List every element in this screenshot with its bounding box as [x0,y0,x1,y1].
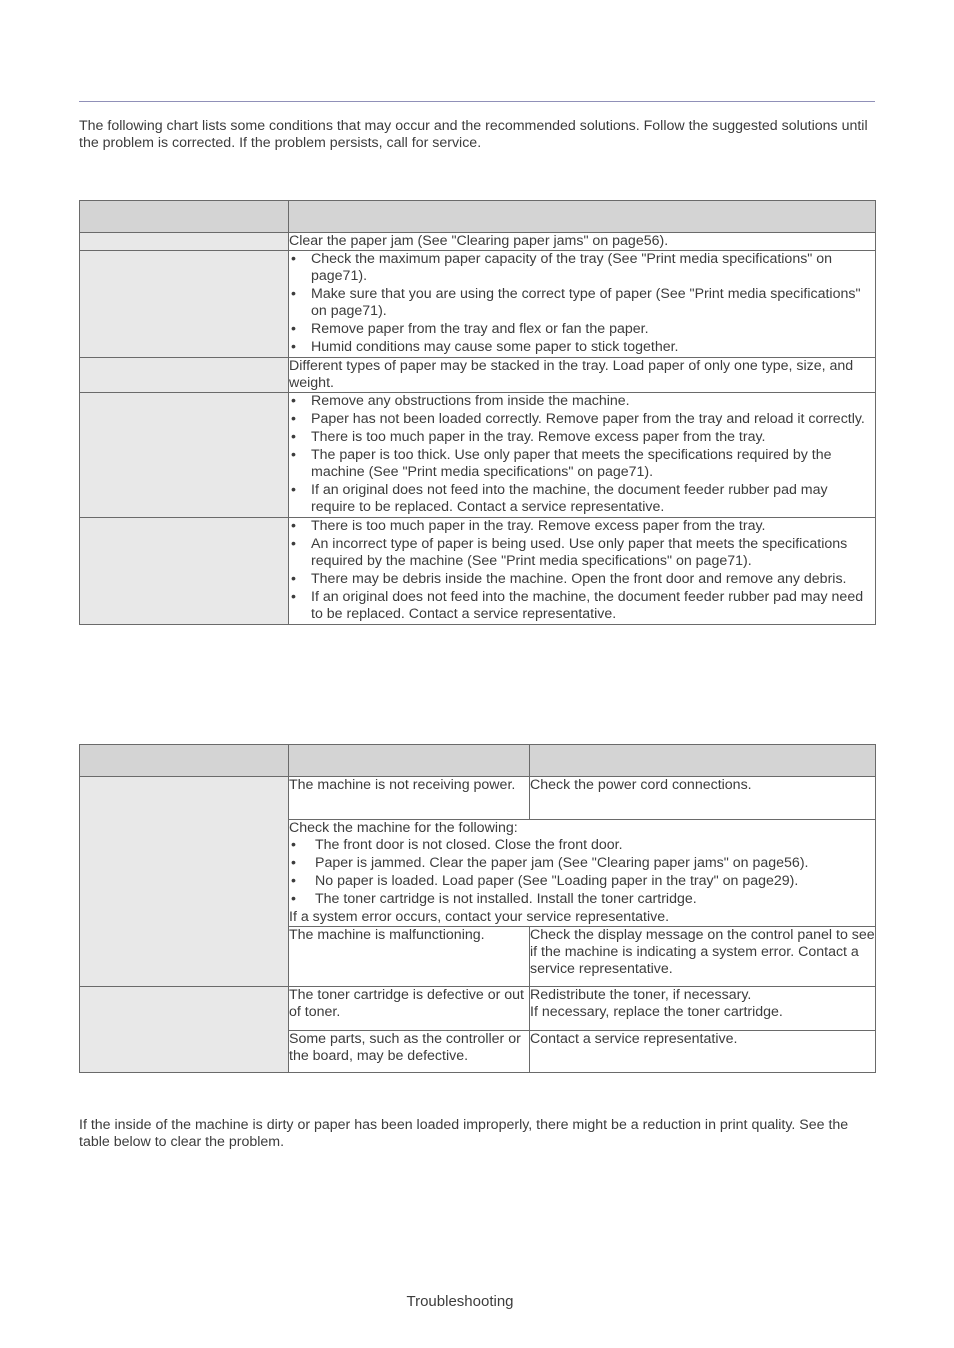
table-row [80,987,876,1031]
paper-feeding-table [79,200,876,625]
table-row [80,393,876,518]
condition-cell [80,777,289,987]
condition-cell [80,233,289,251]
solution-cell [289,393,876,518]
list-item: • There may be debris inside the machine. Open the front door and remove any debris. [289,571,875,588]
checklist-lead: Check the machine for the following: [289,820,518,836]
solution-cell: Check the power cord connections. [530,777,876,820]
list-item: • Check the maximum paper capacity of the tray (See "Print media specifications" on page71). [289,251,875,285]
header-rule [79,101,875,102]
list-item: • The front door is not closed. Close the front door. [289,837,875,854]
list-item: • The paper is too thick. Use only paper that meets the specifications required by the machine (See "Print media specifications" on page71). [289,447,875,481]
solution-line: Redistribute the toner, if necessary. [530,987,752,1003]
list-item: • If an original does not feed into the machine, the document feeder rubber pad may need to be replaced. Contact a service representative. [289,589,875,623]
solution-header [530,745,876,777]
solution-cell: Different types of paper may be stacked in the tray. Load paper of only one type, size, and weight. [289,358,876,393]
outro-paragraph: If the inside of the machine is dirty or paper has been loaded improperly, there might be a reduction in print quality. See the table below to clear the problem. [79,1117,849,1150]
condition-header [80,201,289,233]
condition-cell [80,358,289,393]
condition-cell [80,518,289,625]
solution-header [289,201,876,233]
list-item: • Remove any obstructions from inside the machine. [289,393,875,410]
solution-cell [530,987,876,1031]
printing-problems-table [79,744,876,1073]
condition-header [80,745,289,777]
condition-cell [80,393,289,518]
solution-cell [289,251,876,358]
condition-cell [80,987,289,1073]
cause-header [289,745,530,777]
cause-cell: The machine is not receiving power. [289,777,530,820]
list-item: • Humid conditions may cause some paper to stick together. [289,339,875,356]
cause-cell: Some parts, such as the controller or the board, may be defective. [289,1031,530,1073]
cause-cell: The toner cartridge is defective or out of toner. [289,987,530,1031]
page-footer: Troubleshooting [406,1293,514,1310]
table-row [80,518,876,625]
list-item: • There is too much paper in the tray. Remove excess paper from the tray. [289,429,875,446]
table-header-row [80,745,876,777]
solution-cell: Contact a service representative. [530,1031,876,1073]
solution-line: If necessary, replace the toner cartridge. [530,1004,783,1020]
table-row [80,251,876,358]
solution-cell [289,820,876,927]
list-item: • There is too much paper in the tray. Remove excess paper from the tray. [289,518,875,535]
solution-cell: Clear the paper jam (See "Clearing paper jams" on page56). [289,233,876,251]
list-item: • Paper has not been loaded correctly. Remove paper from the tray and reload it correctly. [289,411,875,428]
solution-cell [289,518,876,625]
list-item: • If an original does not feed into the machine, the document feeder rubber pad may require to be replaced. Contact a service representative. [289,482,875,516]
table-header-row [80,201,876,233]
cause-cell: The machine is malfunctioning. [289,927,530,987]
list-item: • Make sure that you are using the correct type of paper (See "Print media specifications" on page71). [289,286,875,320]
condition-cell [80,251,289,358]
intro-paragraph: The following chart lists some conditions that may occur and the recommended solutions. Follow the suggested solutions until the problem is corrected. If the problem persists, call for service. [79,118,868,151]
checklist-tail: If a system error occurs, contact your service representative. [289,909,670,925]
list-item: • Paper is jammed. Clear the paper jam (See "Clearing paper jams" on page56). [289,855,875,872]
table-row [80,777,876,820]
table-row [80,358,876,393]
list-item: • An incorrect type of paper is being used. Use only paper that meets the specifications required by the machine (See "Print media specifications" on page71). [289,536,875,570]
list-item: • The toner cartridge is not installed. Install the toner cartridge. [289,891,875,908]
list-item: • No paper is loaded. Load paper (See "Loading paper in the tray" on page29). [289,873,875,890]
table-row [80,233,876,251]
list-item: • Remove paper from the tray and flex or fan the paper. [289,321,875,338]
solution-cell: Check the display message on the control panel to see if the machine is indicating a system error. Contact a service representative. [530,927,876,987]
